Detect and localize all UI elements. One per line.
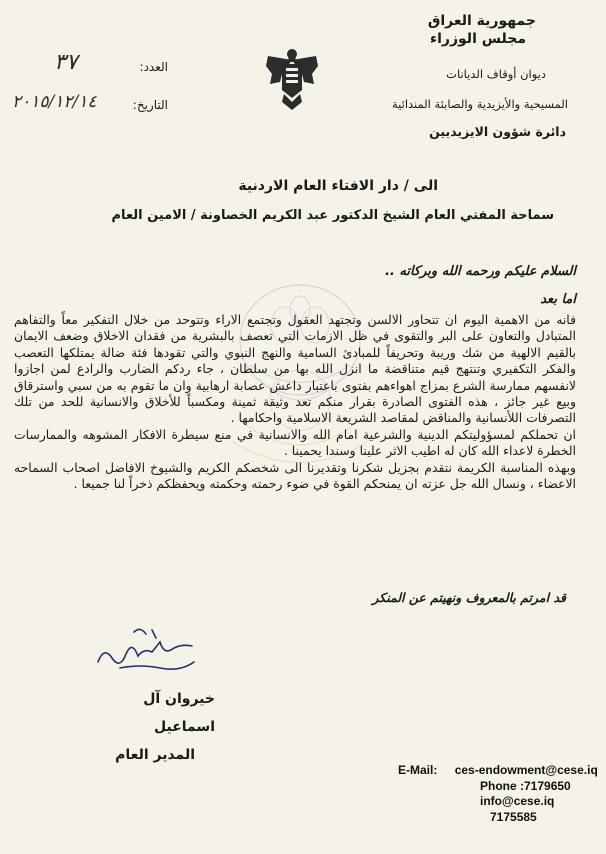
header-organization: [276, 12, 536, 48]
signatory-title: المدير العام: [115, 747, 195, 763]
signatory-block: [95, 685, 215, 769]
office-line-1: ديوان أوقاف الديانات: [446, 67, 546, 81]
paragraph-2: ان تحملكم لمسؤوليتكم الدينية والشرعية امام الله والانسانية في منع سيطرة الافكار المشوهه والممارسات الخطرة لاعداء الله كان له اطيب الاثر علينا وسندا يحمينا .: [14, 426, 576, 459]
email-label: E-Mail:: [398, 763, 438, 777]
closing-line: قد امرتم بالمعروف ونهيتم عن المنكر: [372, 590, 566, 605]
signatory-name: خيروان آل اسماعيل: [143, 691, 215, 735]
date-label: التاريخ:: [132, 98, 168, 112]
addressee-line-1: الى / دار الافتاء العام الاردنية: [238, 178, 438, 194]
addressee-line-2: سماحة المفتي العام الشيخ الدكتور عبد الكريم الخصاونة / الامين العام: [111, 208, 554, 223]
reference-number-row: [18, 50, 168, 88]
council-name: مجلس الوزراء: [429, 31, 526, 47]
office-line-2: المسيحية والأيزيدية والصابئة المندائية: [391, 97, 568, 111]
directorate-name: دائرة شؤون الايزيديين: [429, 124, 566, 139]
contact-block: [398, 763, 598, 825]
iraq-eagle-emblem-icon: [262, 44, 322, 112]
date-value: ٢٠١٥/١٢/١٤: [12, 92, 97, 112]
email-primary[interactable]: ces-endowment@cese.iq: [454, 763, 598, 777]
opening: اما بعد: [540, 292, 576, 307]
reference-block: [12, 50, 168, 126]
handwritten-signature-icon: [90, 618, 200, 678]
reference-date-row: [12, 88, 168, 126]
number-value: ٣٧: [54, 50, 78, 75]
email-secondary[interactable]: info@cese.iq: [480, 794, 555, 808]
phone-secondary: 7175585: [490, 809, 537, 824]
greeting: السلام عليكم ورحمه الله وبركاته ..: [384, 264, 576, 279]
phone-row: Phone :7179650: [480, 778, 571, 793]
letter-body: [14, 312, 576, 492]
number-label: العدد:: [139, 60, 168, 74]
paragraph-1: فانه من الاهمية اليوم ان تتحاور الالسن وتجتهد العقول وتجتمع الاراء وتتوحد من خلال التفكير معاً والتفاهم المتبادل والتعاون على البر والتقوى في ظل الازمات التي تعصف بالبشرية من فقدان الاخلاق وضعف الايمان بالقيم الالهية من شك وريبة وتحريفاً للمبادئ السامية والنهج النبوي والتي تقودها فئة ضالة يمتلكها التعصب والفكر التكفيري وتنتهج قيم متناقضة ما انزل الله بها من سلطان ، جاء ردكم الضارب والرادع لمن اجازوا لانفسهم ممارسة الشرع بمزاج اهواءهم بفتوى باعتبار داعش عصابة ارهابية وان ما تقوم به من سبي واسترقاق وبيع غير جائز ، هذه الفتوى الصادرة بقرار منكم تعد وثيقة ثمينة ومكسباً للأخلاق والانسانية للحد من تلك التصرفات اللأنسانية والمناقض لمقاصد الشريعة الاسلامية واحكامها .: [14, 312, 576, 426]
paragraph-3: وبهذه المناسبة الكريمة نتقدم بجزيل شكرنا وتقديرنا الى شخصكم الكريم والشيوخ الافاضل اصحاب السماحه الاعضاء ، ونسال الله جل عزته ان يمنحكم القوة في ضوء رحمته وحكمته ويحفظكم ذخراً لنا جميعا .: [14, 459, 576, 492]
email-row: [398, 763, 598, 779]
country-name: جمهورية العراق: [427, 13, 536, 29]
